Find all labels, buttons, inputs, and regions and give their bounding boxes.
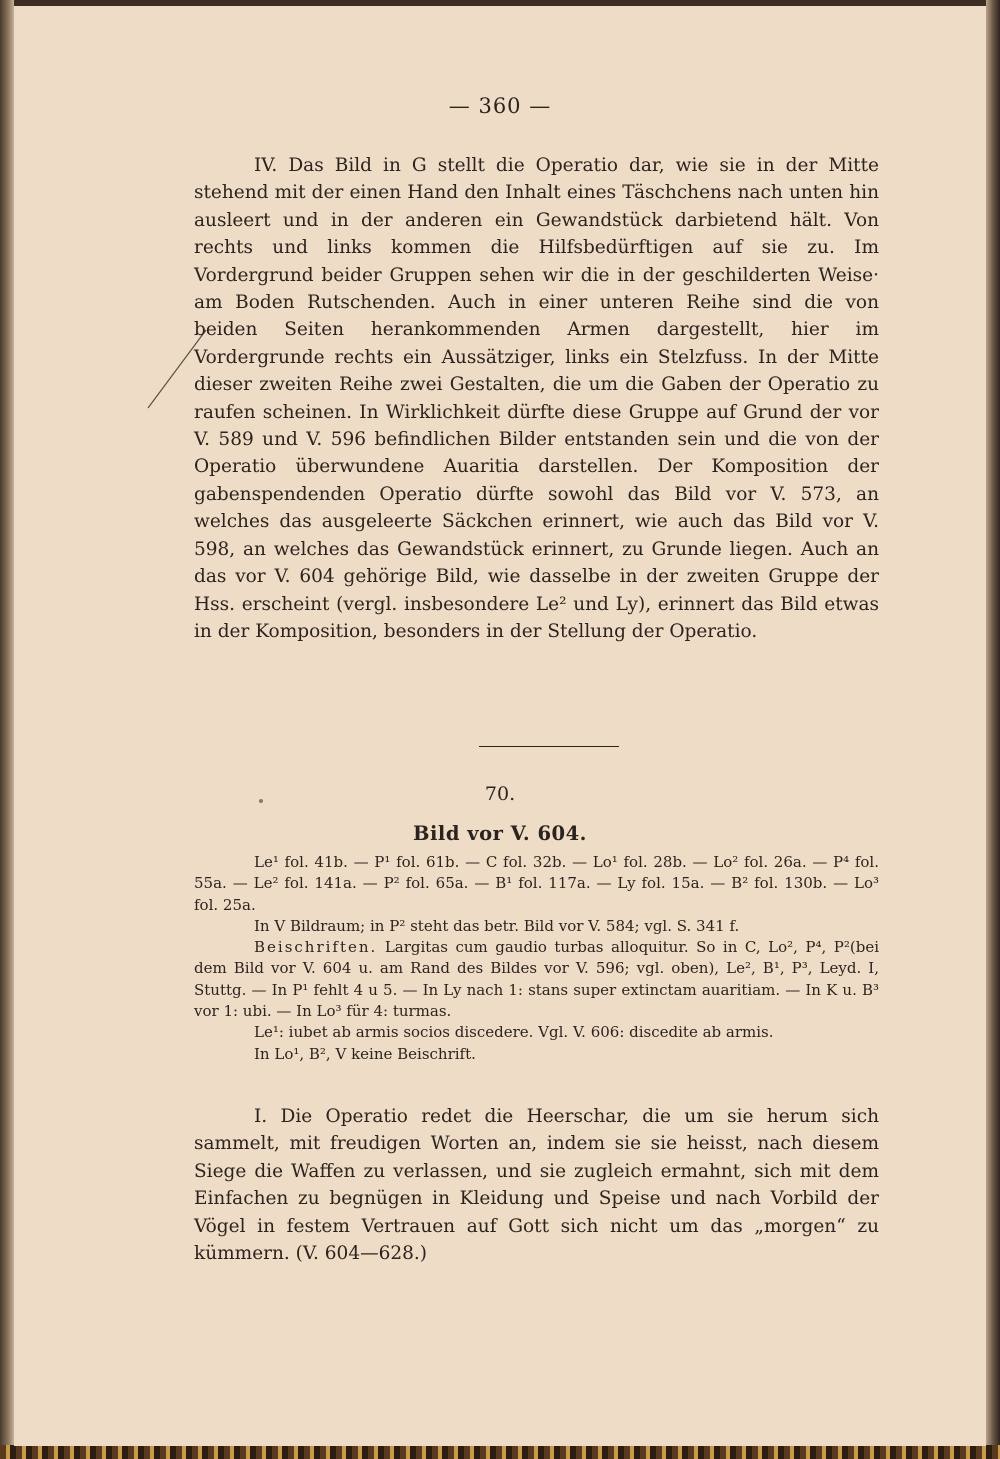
le1-note: Le¹: iubet ab armis socios discedere. Vgl. V. 606: discedite ab armis. [254,1023,774,1042]
lo1-note: In Lo¹, B², V keine Beischrift. [254,1044,476,1063]
beischriften-text: Largitas cum gaudio turbas alloquitur. So in C, Lo², P⁴, P²(bei dem Bild vor V. 604 u. am Rand des Bildes vor V. 596; vgl. oben), Le², B¹, P³, Leyd. I, Stuttg. — In P¹ fehlt 4 u 5. — In Ly nach 1: stans super extinctam auaritiam. — In K u. B³ vor 1: ubi. — In Lo³ für 4: turmas. [194,938,879,1021]
paragraph-i-block [194,1103,879,1267]
beischriften-note [194,937,879,1022]
section-number: 70. [484,783,516,805]
page-number: — 360 — [448,94,552,118]
apparatus-block [194,852,879,1065]
book-right-edge [986,0,1000,1459]
section-title: Bild vor V. 604. [413,822,587,845]
bildraum-note: In V Bildraum; in P² steht das betr. Bild vor V. 584; vgl. S. 341 f. [254,916,740,935]
beischriften-label: Beischriften. [254,938,378,957]
book-bottom-edge [0,1445,1000,1459]
section-divider [479,746,619,747]
book-spine-edge [0,0,14,1459]
book-page [14,6,986,1446]
paragraph-iv-block [194,152,879,645]
manuscript-list: Le¹ fol. 41b. — P¹ fol. 61b. — C fol. 32b. — Lo¹ fol. 28b. — Lo² fol. 26a. — P⁴ fol. 55a. — Le² fol. 141a. — P² fol. 65a. — B¹ fol. 117a. — Ly fol. 15a. — B² fol. 130b. — Lo³ fol. 25a. [194,853,879,914]
paragraph-iv: IV. Das Bild in G stellt die Operatio dar, wie sie in der Mitte stehend mit der einen Hand den Inhalt eines Täschchens nach unten hin ausleert und in der anderen ein Gewandstück darbietend hält. Von rechts und links kommen die Hilfsbedürftigen auf sie zu. Im Vordergrund beider Gruppen sehen wir die in der geschilderten Weise· am Boden Rutschenden. Auch in einer unteren Reihe sind die von beiden Seiten herankommenden Armen dargestellt, hier im Vordergrunde rechts ein Aussätziger, links ein Stelzfuss. In der Mitte dieser zweiten Reihe zwei Gestalten, die um die Gaben der Operatio zu raufen scheinen. In Wirklichkeit dürfte diese Gruppe auf Grund der vor V. 589 und V. 596 befindlichen Bilder entstanden sein und die von der Operatio überwundene Auaritia darstellen. Der Komposition der gabenspendenden Operatio dürfte sowohl das Bild vor V. 573, an welches das ausgeleerte Säckchen erinnert, wie auch das Bild vor V. 598, an welches das Gewandstück erinnert, zu Grunde liegen. Auch an das vor V. 604 gehörige Bild, wie dasselbe in der zweiten Gruppe der Hss. erscheint (vergl. insbesondere Le² und Ly), erinnert das Bild etwas in der Komposition, besonders in der Stellung der Operatio. [194,155,879,642]
paragraph-i: I. Die Operatio redet die Heerschar, die um sie herum sich sammelt, mit freudigen Worten an, indem sie sie heisst, nach diesem Siege die Waffen zu verlassen, und sie zugleich ermahnt, sich mit dem Einfachen zu begnügen in Kleidung und Speise und nach Vorbild der Vögel in festem Vertrauen auf Gott sich nicht um das „morgen“ zu kümmern. (V. 604—628.) [194,1106,879,1265]
